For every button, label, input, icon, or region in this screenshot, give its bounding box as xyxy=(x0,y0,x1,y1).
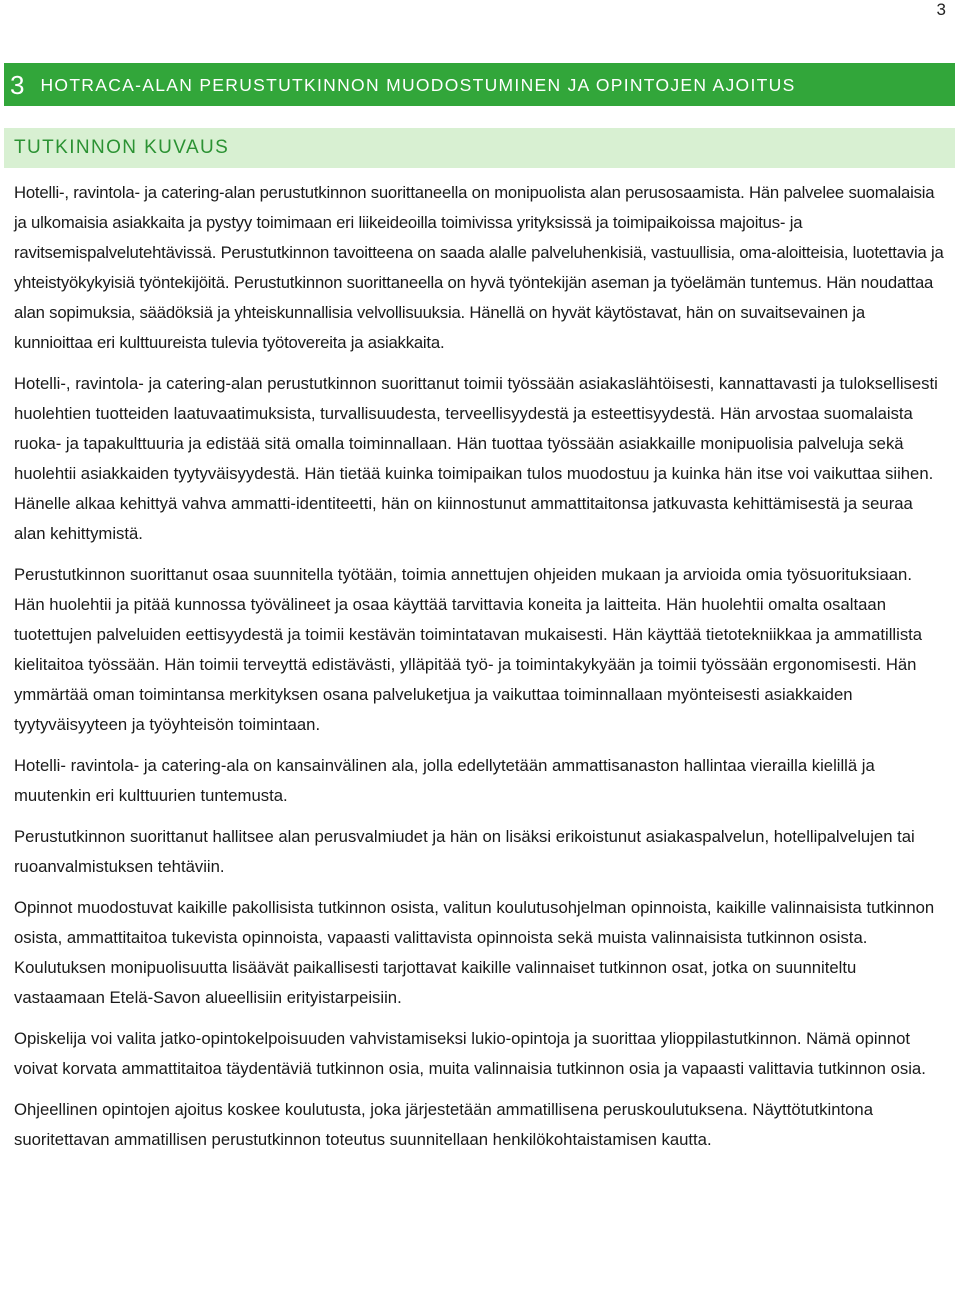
paragraph: Perustutkinnon suorittanut osaa suunnitella työtään, toimia annettujen ohjeiden mukaan ja arvioida omia työsuorituksiaan. Hän huolehtii ja pitää kunnossa työvälineet ja osaa käyttää tarvittavia koneita ja laitteita. Hän huolehtii omalta osaltaan tuotettujen palveluiden eettisyydestä ja toimii kestävän toimintatavan mukaisesti. Hän käyttää tietotekniikkaa ja ammatillista kielitaitoa työssään. Hän toimii terveyttä edistävästi, ylläpitää työ- ja toimintakykyään ja toimii työssään ergonomisesti. Hän ymmärtää oman toimintansa merkityksen osana palveluketjua ja vaikuttaa toiminnallaan myönteisesti asiakkaiden tyytyväisyyteen ja työyhteisön toimintaan. xyxy=(14,565,923,734)
paragraph: Hotelli-, ravintola- ja catering-alan perustutkinnon suorittanut toimii työssään asiakaslähtöisesti, kannattavasti ja tuloksellisesti huolehtien tuotteiden laatuvaatimuksista, turvallisuudesta, terveellisyydestä ja esteettisyydestä. Hän arvostaa suomalaista ruoka- ja tapakulttuuria ja edistää sitä omalla toiminnallaan. Hän tuottaa työssään asiakkaille monipuolisia palveluja sekä huolehtii asiakkaiden tyytyväisyydestä. Hän tietää kuinka toimipaikan tulos muodostuu ja kuinka hän itse voi vaikuttaa siihen. Hänelle alkaa kehittyä vahva ammatti-identiteetti, hän on kiinnostunut ammattitaitonsa jatkuvasta kehittämisestä ja seuraa alan kehittymistä. xyxy=(14,374,938,543)
paragraph: Ohjeellinen opintojen ajoitus koskee koulutusta, joka järjestetään ammatillisena peruskoulutuksena. Näyttötutkintona suoritettavan ammatillisen perustutkinnon toteutus suunnitellaan henkilökohtaistamisen kautta. xyxy=(14,1100,873,1149)
section-title: TUTKINNON KUVAUS xyxy=(14,137,230,158)
paragraph: Hotelli-, ravintola- ja catering-alan perustutkinnon suorittaneella on monipuolista alan perusosaamista. Hän palvelee suomalaisia ja ulkomaisia asiakkaita ja pystyy toimimaan eri liikeideoilla toimivissa yrityksissä ja toimipaikoissa majoitus- ja ravitsemispalvelutehtävissä. Perustutkinnon tavoitteena on saada alalle palveluhenkisiä, vastuullisia, oma-aloitteisia, luotettavia ja yhteistyökykyisiä työntekijöitä. Perustutkinnon suorittaneella on hyvä työntekijän aseman ja työelämän tuntemus. Hän noudattaa alan sopimuksia, säädöksiä ja yhteiskunnallisia velvollisuuksia. Hänellä on hyvät käytöstavat, hän on suvaitsevainen ja kunnioittaa eri kulttuureista tulevia työtovereita ja asiakkaita. xyxy=(14,183,944,352)
paragraph: Opiskelija voi valita jatko-opintokelpoisuuden vahvistamiseksi lukio-opintoja ja suorittaa ylioppilastutkinnon. Nämä opinnot voivat korvata ammattitaitoa täydentäviä tutkinnon osia, muita valinnaisia tutkinnon osia ja vapaasti valittavia tutkinnon osia. xyxy=(14,1029,926,1078)
chapter-title: HOTRACA-ALAN PERUSTUTKINNON MUODOSTUMINEN JA OPINTOJEN AJOITUS xyxy=(40,74,796,95)
paragraph: Opinnot muodostuvat kaikille pakollisista tutkinnon osista, valitun koulutusohjelman opinnoista, kaikille valinnaisista tutkinnon osista, ammattitaitoa tukevista opinnoista, vapaasti valittavista opinnoista sekä muista valinnaisista tutkinnon osista. Koulutuksen monipuolisuutta lisäävät paikallisesti tarjottavat kaikille valinnaiset tutkinnon osat, jotka on suunniteltu vastaamaan Etelä-Savon alueellisiin erityistarpeisiin. xyxy=(14,898,935,1007)
paragraph: Perustutkinnon suorittanut hallitsee alan perusvalmiudet ja hän on lisäksi erikoistunut asiakaspalvelun, hotellipalvelujen tai ruoanvalmistuksen tehtäviin. xyxy=(14,827,915,876)
section-heading xyxy=(4,128,955,168)
page-number: 3 xyxy=(936,0,946,19)
paragraph: Hotelli- ravintola- ja catering-ala on kansainvälinen ala, jolla edellytetään ammattisanaston hallintaa vierailla kielillä ja muutenkin eri kulttuurien tuntemusta. xyxy=(14,756,875,805)
chapter-heading xyxy=(4,63,955,106)
chapter-number: 3 xyxy=(10,69,25,100)
body-text xyxy=(14,178,944,1166)
